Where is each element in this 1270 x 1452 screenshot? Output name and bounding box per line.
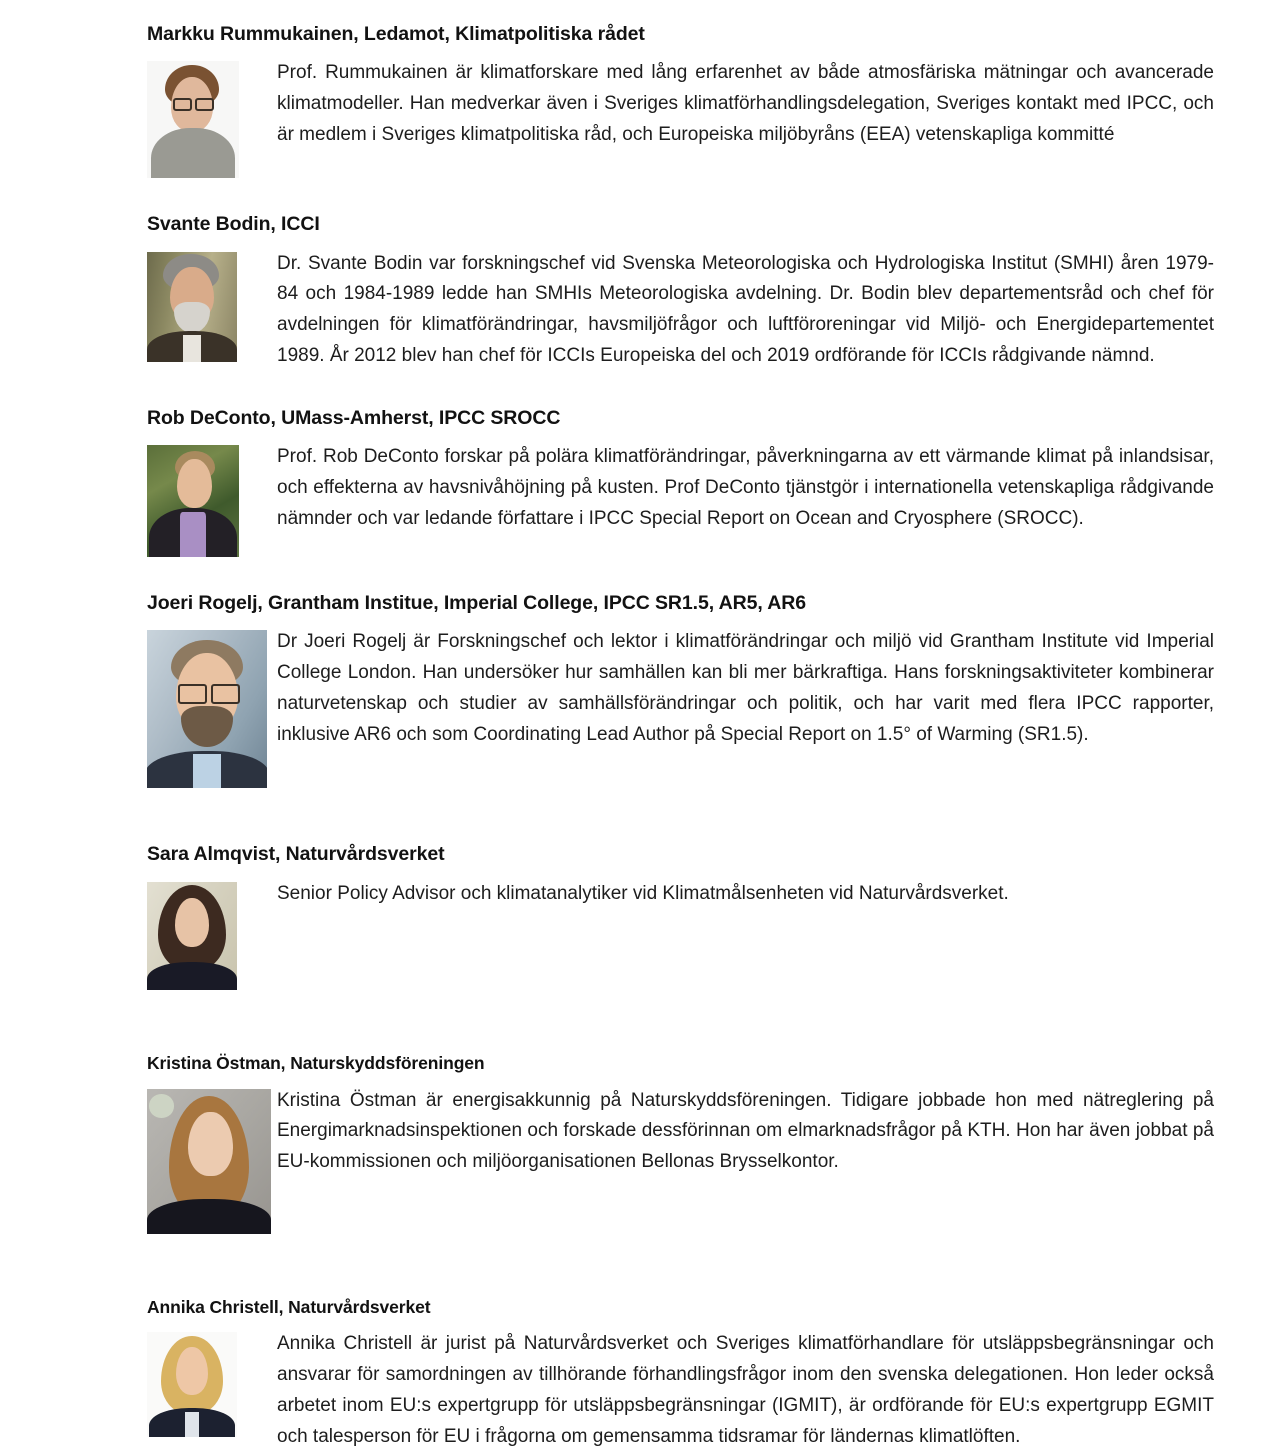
speaker-entry [147, 22, 1214, 178]
speaker-body [147, 249, 1214, 372]
speaker-bio: Annika Christell är jurist på Naturvårdsverket och Sveriges klimatförhandlare för utsläppsbegränsningar och ansvarar för samordningen av tillhörande förhandlingsfrågor inom den svenska delegationen. Hon leder också arbetet inom EU:s expertgrupp för utsläppsbegränsningar (IGMIT), är ordförande för EU:s expertgrupp EGMIT och talesperson för EU i frågorna om gemensamma tidsramar för ländernas klimatlöften. [277, 1333, 1214, 1447]
speaker-photo [147, 882, 237, 990]
entry-gap [147, 372, 1214, 406]
speaker-name-heading: Svante Bodin, ICCI [147, 213, 320, 236]
speaker-photo [147, 445, 239, 557]
speaker-entry [147, 1052, 1214, 1234]
speaker-body [147, 1329, 1214, 1452]
speaker-name-heading: Markku Rummukainen, Ledamot, Klimatpolitiska rådet [147, 23, 645, 45]
speaker-body [147, 627, 1214, 788]
speaker-bio: Senior Policy Advisor och klimatanalytiker vid Klimatmålsenheten vid Naturvårdsverket. [277, 882, 1009, 904]
speaker-name-heading: Rob DeConto, UMass-Amherst, IPCC SROCC [147, 406, 561, 429]
speaker-body [147, 1086, 1214, 1234]
speaker-entry [147, 591, 1214, 788]
entry-gap [147, 557, 1214, 591]
speaker-bio: Dr. Svante Bodin var forskningschef vid Svenska Meteorologiska och Hydrologiska Institut (SMHI) åren 1979-84 och 1984-1989 ledde han SMHIs Meteorologiska avdelning. Dr. Bodin blev departementsråd och chef för avdelningen för klimatförändringar, havsmiljöfrågor och luftföroreningar vid Miljö- och Energidepartementet 1989. År 2012 blev han chef för ICCIs Europeiska del och 2019 ordförande för ICCIs rådgivande nämnd. [277, 252, 1214, 366]
speaker-name-heading: Kristina Östman, Naturskyddsföreningen [147, 1052, 485, 1073]
speaker-entry [147, 1296, 1214, 1452]
speaker-photo [147, 1332, 237, 1437]
speaker-bio: Prof. Rummukainen är klimatforskare med lång erfarenhet av både atmosfäriska mätningar och avancerade klimatmodeller. Han medverkar även i Sveriges klimatförhandlingsdelegation, Sveriges kontakt med IPCC, och är medlem i Sveriges klimatpolitiska råd, och Europeiska miljöbyråns (EEA) vetenskapliga kommitté [277, 62, 1214, 145]
speaker-bio: Dr Joeri Rogelj är Forskningschef och lektor i klimatförändringar och miljö vid Grantham Institute vid Imperial College London. Han undersöker hur samhällen kan bli mer bärkraftiga. Hans forskningsaktiviteter kombinerar naturvetenskap och studier av samhällsförändringar och politik, och har varit med flera IPCC rapporter, inklusive AR6 och som Coordinating Lead Author på Special Report on 1.5° of Warming (SR1.5). [277, 631, 1214, 745]
speaker-name-heading: Joeri Rogelj, Grantham Institue, Imperial College, IPCC SR1.5, AR5, AR6 [147, 592, 806, 615]
speaker-body [147, 442, 1214, 557]
speaker-entry [147, 212, 1214, 371]
speaker-entry [147, 406, 1214, 557]
speaker-photo [147, 1089, 271, 1234]
speaker-bio: Kristina Östman är energisakkunnig på Naturskyddsföreningen. Tidigare jobbade hon med nätreglering på Energimarknadsinspektionen och forskade dessförinnan om elmarknadsfrågor på KTH. Hon har även jobbat på EU-kommissionen och miljöorganisationen Bellonas Brysselkontor. [277, 1089, 1214, 1173]
speaker-bio: Prof. Rob DeConto forskar på polära klimatförändringar, påverkningarna av ett värmande klimat på inlandsisar, och effekterna av havsnivåhöjning på kusten. Prof DeConto tjänstgör i internationella vetenskapliga rådgivande nämnder och var ledande författare i IPCC Special Report on Ocean and Cryosphere (SROCC). [277, 446, 1214, 529]
entry-gap [147, 788, 1214, 842]
entry-gap [147, 1234, 1214, 1296]
speaker-name-heading: Annika Christell, Naturvårdsverket [147, 1296, 431, 1317]
speaker-photo [147, 252, 237, 362]
speaker-photo [147, 630, 267, 788]
entry-gap [147, 178, 1214, 212]
speaker-photo [147, 61, 239, 178]
speaker-body [147, 879, 1214, 990]
speaker-name-heading: Sara Almqvist, Naturvårdsverket [147, 843, 445, 866]
speaker-body [147, 58, 1214, 178]
speaker-entry [147, 842, 1214, 989]
entry-gap [147, 990, 1214, 1052]
